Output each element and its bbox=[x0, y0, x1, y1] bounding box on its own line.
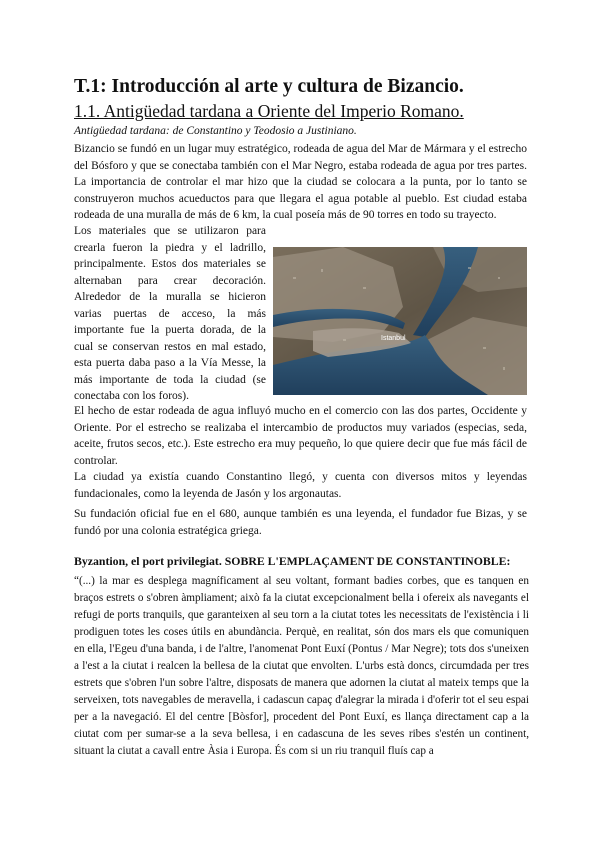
quote-paragraph: “(...) la mar es desplega magníficament al seu voltant, formant badies corbes, que es tanquen en braços estrets o s'obren àmpliament; això fa la ciutat excepcionalment bella i ofereix als navegants el refugi de ports tranquils, que garanteixen al seu torn a la ciutat totes les necessitats de l'existència i li prodiguen totes les coses útils en abundància. Perquè, en realitat, són dos mars els que comuniquen en ella, l'Egeu d'una banda, i de l'altre, l'anomenat Pont Euxí (Pontus / Mar Negre); tots dos s'uneixen a l'est a la ciutat i realcen la bellesa de la ciutat que envolten. L'urbs està doncs, circumdada per tres estrets que s'obren l'un sobre l'altre, disposats de manera que adornen la ciutat al mateix temps que la serveixen, tots navegables de meravella, i cadascun capaç d'alegrar la mirada i d'oferir tot el seu espai per a la navegació. El del centre [Bòsfor], procedent del Pont Euxí, es llança directament cap a la ciutat com per sumar-se a la seva bellesa, i en cadascuna de les seves ribes s'estén un continent, situant la ciutat a cavall entre Àsia i Europa. És com si un riu tranquil fluís cap a bbox=[74, 575, 529, 757]
main-title: T.1: Introducción al arte y cultura de Bizancio. bbox=[74, 76, 464, 97]
paragraph-materials: Los materiales que se utilizaron para crearla fueron la piedra y el ladrillo, principalmente. Estos dos materiales se alternaban para crear decoración. Alrededor de la muralla se hicieron varias puertas de acceso, la más importante fue la puerta dorada, de la cual se conservan restos en mal estado, esta puerta daba paso a la Vía Messe, la más importante de toda la ciudad (se conectaba con los foros). bbox=[74, 225, 266, 402]
section-title: 1.1. Antigüedad tardana a Oriente del Imperio Romano. bbox=[74, 101, 464, 121]
quote-heading: Byzantion, el port privilegiat. SOBRE L'EMPLAÇAMENT DE CONSTANTINOBLE: bbox=[74, 554, 511, 568]
paragraph-founding: Bizancio se fundó en un lugar muy estratégico, rodeada de agua del Mar de Mármara y el estrecho del Bósforo y que se conectaba también con el Mar Negro, estaba rodeada de agua por tres partes. La importancia de controlar el mar hizo que la ciudad se colocara a la punta, por lo tanto se construyeron muchos acueductos para que llegara el agua potable al pueblo. Est ciudad estaba rodeada de una muralla de más de 6 km, la cual poseía más de 90 torres en todo su trayecto. bbox=[74, 143, 527, 221]
subtitle: Antigüedad tardana: de Constantino y Teodosio a Justiniano. bbox=[74, 125, 357, 137]
paragraph-commerce: El hecho de estar rodeada de agua influyó mucho en el comercio con las dos partes, Occidente y Oriente. Por el estrecho se realizaba el intercambio de productos muy variados (especias, seda, aceite, frutos secos, etc.). Este estrecho era muy pequeño, lo que quiere decir que fue más fácil de controlar. bbox=[74, 405, 527, 467]
istanbul-satellite-map bbox=[273, 247, 527, 395]
paragraph-official-founding: Su fundación oficial fue en el 680, aunque también es una leyenda, el fundador fue Bizas, y se fundó por una colonia estratégica griega. bbox=[74, 508, 527, 537]
map-label-istanbul: Istanbul bbox=[381, 335, 406, 342]
paragraph-myths: La ciudad ya existía cuando Constantino llegó, y cuenta con diversos mitos y leyendas fundacionales, como la leyenda de Jasón y los argonautas. bbox=[74, 471, 527, 500]
